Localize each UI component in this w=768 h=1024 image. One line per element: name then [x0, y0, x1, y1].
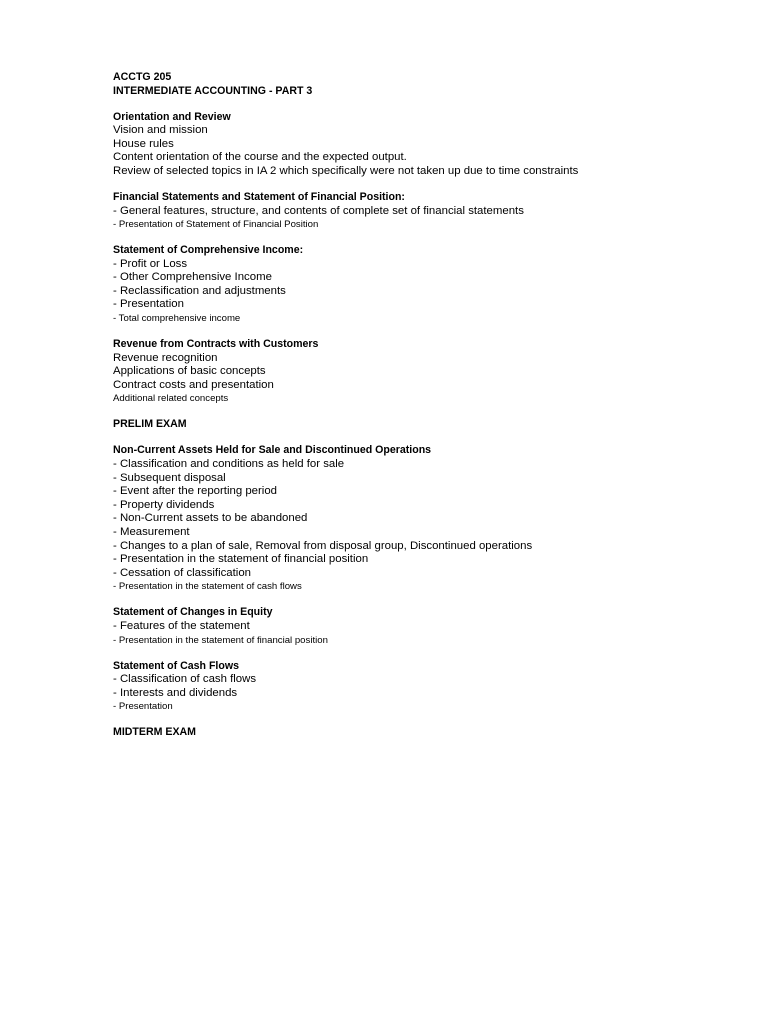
topic-section: [113, 726, 733, 740]
topic-item: - Presentation in the statement of financial position: [113, 634, 328, 646]
topic-item: - Presentation of Statement of Financial Position: [113, 219, 319, 231]
section-spacer: [113, 179, 733, 191]
section-spacer: [113, 432, 733, 444]
topic-item: - Total comprehensive income: [113, 313, 241, 325]
topic-item: - Event after the reporting period: [113, 485, 277, 498]
topic-item: - Profit or Loss: [113, 257, 188, 270]
section-heading: MIDTERM EXAM: [113, 726, 196, 739]
topic-item: - Changes to a plan of sale, Removal from disposal group, Discontinued operations: [113, 539, 533, 552]
course-code: ACCTG 205: [113, 71, 172, 83]
document-header: [113, 71, 733, 98]
topic-item: - Interests and dividends: [113, 686, 238, 699]
topic-item: House rules: [113, 137, 174, 150]
topic-item: Vision and mission: [113, 124, 208, 137]
topic-section: [113, 606, 733, 647]
syllabus-document: [113, 71, 733, 740]
section-heading: Statement of Changes in Equity: [113, 606, 273, 619]
topic-item: Applications of basic concepts: [113, 365, 266, 378]
topic-item: - Classification and conditions as held for sale: [113, 458, 345, 470]
section-spacer: [113, 326, 733, 338]
topic-item: - Presentation in the statement of cash flows: [113, 581, 302, 593]
topic-item: - Presentation in the statement of financial position: [113, 553, 369, 566]
topic-section: [113, 111, 733, 179]
section-spacer: [113, 232, 733, 244]
section-heading: Statement of Comprehensive Income:: [113, 244, 304, 257]
topic-item: - Cessation of classification: [113, 566, 252, 579]
topic-item: - Reclassification and adjustments: [113, 284, 286, 297]
topic-item: - Classification of cash flows: [113, 673, 257, 686]
topic-item: Review of selected topics in IA 2 which specifically were not taken up due to time constraints: [113, 164, 579, 177]
section-spacer: [113, 406, 733, 418]
section-heading: Revenue from Contracts with Customers: [113, 338, 319, 351]
topic-item: Additional related concepts: [113, 393, 229, 405]
section-spacer: [113, 714, 733, 726]
topic-item: - Non-Current assets to be abandoned: [113, 512, 308, 525]
topic-item: - Presentation: [113, 701, 173, 713]
topic-item: - Other Comprehensive Income: [113, 271, 272, 284]
topic-item: Contract costs and presentation: [113, 378, 274, 391]
topic-item: Content orientation of the course and the expected output.: [113, 151, 407, 164]
topic-section: [113, 418, 733, 432]
topic-sections: [113, 98, 733, 740]
section-spacer: [113, 647, 733, 659]
topic-item: - Features of the statement: [113, 619, 250, 632]
section-heading: Statement of Cash Flows: [113, 659, 239, 672]
topic-item: - Subsequent disposal: [113, 471, 226, 484]
section-spacer: [113, 98, 733, 110]
topic-item: - General features, structure, and contents of complete set of financial statements: [113, 204, 524, 217]
section-heading: Orientation and Review: [113, 110, 231, 123]
topic-section: [113, 660, 733, 714]
topic-item: - Measurement: [113, 525, 190, 538]
section-heading: Financial Statements and Statement of Financial Position:: [113, 190, 405, 203]
section-heading: PRELIM EXAM: [113, 418, 187, 431]
section-heading: Non-Current Assets Held for Sale and Discontinued Operations: [113, 444, 432, 457]
section-spacer: [113, 594, 733, 606]
topic-section: [113, 338, 733, 406]
topic-item: - Presentation: [113, 298, 184, 311]
topic-section: [113, 244, 733, 326]
topic-section: [113, 444, 733, 594]
topic-item: - Property dividends: [113, 498, 215, 511]
topic-section: [113, 191, 733, 232]
topic-item: Revenue recognition: [113, 351, 218, 364]
course-title: INTERMEDIATE ACCOUNTING - PART 3: [113, 84, 313, 97]
